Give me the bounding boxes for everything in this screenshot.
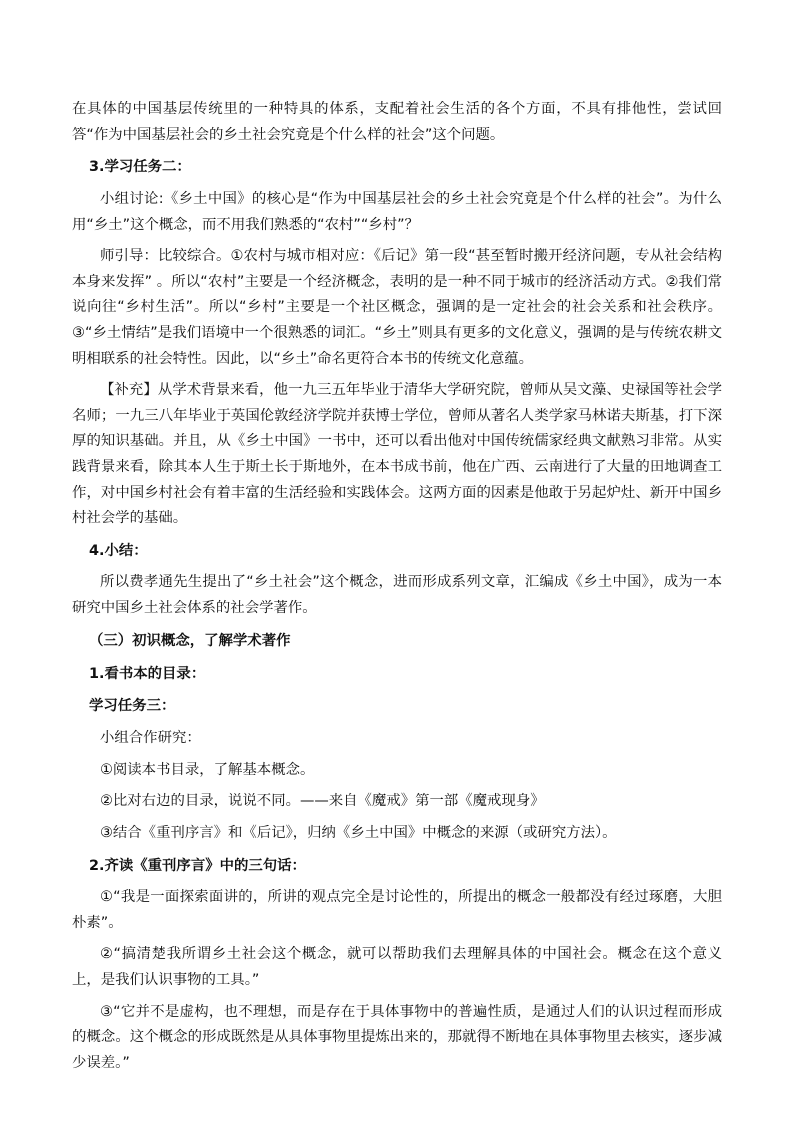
paragraph-summary: 所以费孝通先生提出了“乡土社会”这个概念，进而形成系列文章，汇编成《乡土中国》，成为一本研究中国乡土社会体系的社会学著作。	[72, 574, 722, 617]
paragraph-intro: 在具体的中国基层传统里的一种特具的体系，支配着社会生活的各个方面，不具有排他性，尝试回答“作为中国基层社会的乡土社会究竟是个什么样的社会”这个问题。	[72, 101, 722, 143]
heading-table-of-contents: 1.看书本的目录：	[89, 665, 206, 682]
document-page	[72, 97, 722, 1076]
paragraph-teacher-guide: 师引导：比较综合。①农村与城市相对应：《后记》第一段“甚至暂时搬开经济问题，专从社会结构本身来发挥” 。所以“农村”主要是一个经济概念，表明的是一种不同于城市的经济活动方式。②我们常说向往“乡村生活”。所以“乡村”主要是一个社区概念，强调的是一定社会的社会关系和社会秩序。③“乡土情结”是我们语境中一个很熟悉的词汇。“乡土”则具有更多的文化意义，强调的是与传统农耕文明相联系的社会特性。因此，以“乡土”命名更符合本书的传统文化意蕴。	[72, 248, 722, 367]
heading-summary: 4.小结：	[89, 542, 148, 559]
heading-task-2: 3.学习任务二：	[89, 159, 191, 176]
quote-item: ②“搞清楚我所谓乡土社会这个概念，就可以帮助我们去理解具体的中国社会。概念在这个意义上，是我们认识事物的工具。”	[72, 946, 722, 988]
heading-task-3: 学习任务三：	[89, 698, 176, 715]
paragraph-task-2: 小组讨论:《乡土中国》的核心是“作为中国基层社会的乡土社会究竟是个什么样的社会”。为什么用“乡土”这个概念，而不用我们熟悉的“农村”“乡村”？	[72, 190, 722, 233]
paragraph-supplement: 【补充】从学术背景来看，他一九三五年毕业于清华大学研究院，曾师从吴文藻、史禄国等社会学名师；一九三八年毕业于英国伦敦经济学院并获博士学位，曾师从著名人类学家马林诺夫斯基，打下深厚的知识基础。并且，从《乡土中国》一书中，还可以看出他对中国传统儒家经典文献熟习非常。从实践背景来看，除其本人生于斯土长于斯地外，在本书成书前，他在广西、云南进行了大量的田地调查工作，对中国乡村社会有着丰富的生活经验和实践体会。这两方面的因素是他敢于另起炉灶、新开中国乡村社会学的基础。	[72, 382, 722, 527]
quote-item: ③“它并不是虚构，也不理想，而是存在于具体事物中的普遍性质，是通过人们的认识过程而形成的概念。这个概念的形成既然是从具体事物里提炼出来的，那就得不断地在具体事物里去核实，逐步减少误差。”	[72, 1003, 722, 1071]
quote-item: ①“我是一面探索面讲的，所讲的观点完全是讨论性的，所提出的概念一般都没有经过琢磨，大胆朴素”。	[72, 889, 722, 931]
list-item: ③结合《重刊序言》和《后记》，归纳《乡土中国》中概念的来源（或研究方法）。	[100, 824, 617, 841]
list-item: ①阅读本书目录，了解基本概念。	[100, 761, 315, 778]
list-item: ②比对右边的目录，说说不同。——来自《魔戒》第一部《魔戒现身》	[100, 793, 545, 810]
paragraph-group-study: 小组合作研究：	[100, 730, 201, 746]
heading-preface-quotes: 2.齐读《重刊序言》中的三句话：	[89, 857, 306, 874]
heading-section-3: （三）初识概念，了解学术著作	[89, 632, 291, 649]
